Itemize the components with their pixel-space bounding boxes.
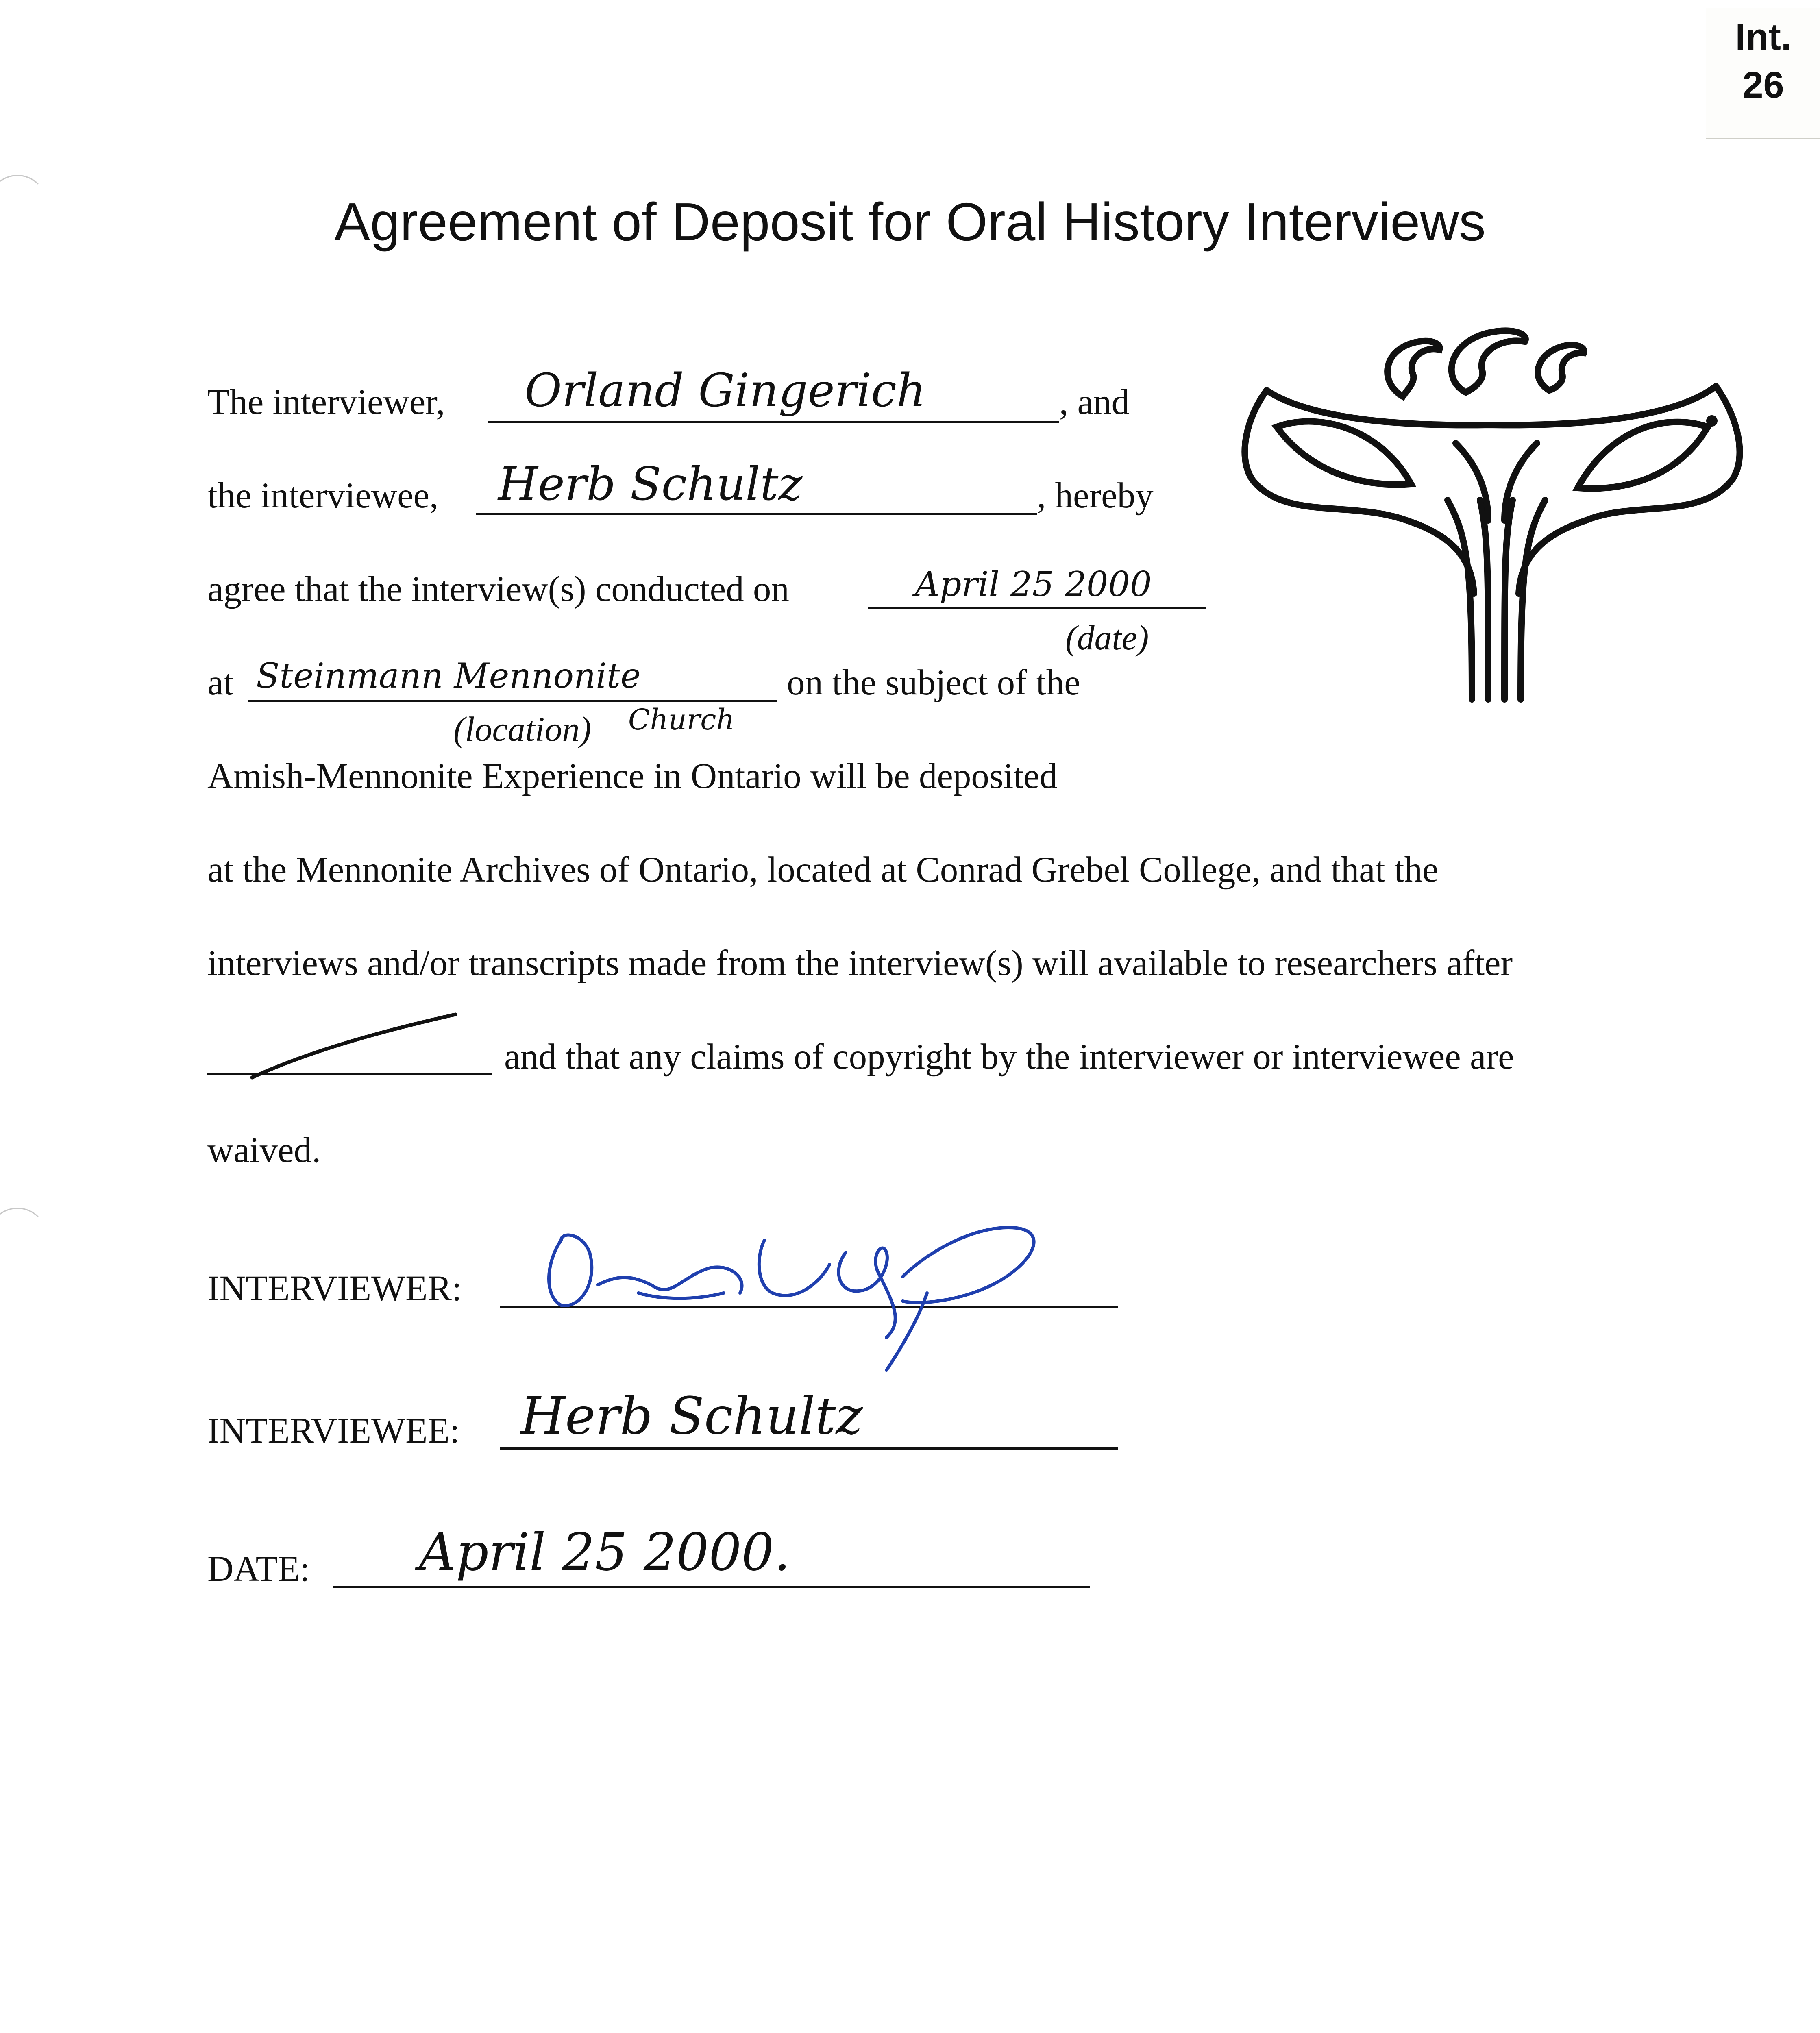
interviewee-prefix: the interviewee, [207,476,439,516]
interviewer-prefix: The interviewer, [207,382,445,422]
tag-label: Int. [1735,16,1792,58]
interviewer-name-handwritten: Orland Gingerich [525,364,926,417]
location-handwritten: Steinmann Mennonite [256,656,641,696]
date-caption: (date) [1065,618,1149,657]
interview-date-handwritten: April 25 2000 [915,564,1152,604]
tag-number: 26 [1742,64,1784,106]
interviewee-name-line [476,513,1037,515]
location-caption: (location) [453,710,592,749]
date-prefix: agree that the interview(s) conducted on [207,569,789,609]
mennonite-logo [1228,309,1773,707]
date-signature-line [333,1586,1090,1588]
interviewer-signature [537,1216,1073,1387]
paragraph-line-9: waived. [207,1130,321,1170]
paragraph-line-8: and that any claims of copyright by the interviewer or interviewee are [504,1037,1514,1077]
location-suffix: on the subject of the [787,663,1080,703]
paragraph-line-5: Amish-Mennonite Experience in Ontario will be deposited [207,756,1058,796]
interviewer-signature-label: INTERVIEWER: [207,1269,462,1308]
document-title: Agreement of Deposit for Oral History Interviews [334,192,1486,252]
interviewee-suffix: , hereby [1037,476,1154,516]
location-prefix: at [207,663,234,703]
location-line [248,700,777,702]
date-signature-label: DATE: [207,1549,310,1589]
paragraph-line-7: interviews and/or transcripts made from the interview(s) will available to researchers after [207,943,1513,983]
interviewee-name-handwritten: Herb Schultz [498,458,803,511]
date-line [868,607,1206,609]
availability-strikeout-mark [244,1008,472,1086]
interviewer-name-line [488,421,1059,423]
interviewer-suffix: , and [1059,382,1130,422]
date-handwritten: April 25 2000. [419,1522,790,1582]
interviewee-signature-label: INTERVIEWEE: [207,1411,460,1451]
binder-hole-middle [0,1208,47,1267]
interviewee-signature: Herb Schultz [520,1386,863,1446]
interview-number-tag [1706,8,1820,139]
location-handwritten-continued: Church [628,703,735,736]
paragraph-line-6: at the Mennonite Archives of Ontario, located at Conrad Grebel College, and that the [207,850,1439,890]
interviewee-signature-line [500,1447,1118,1450]
